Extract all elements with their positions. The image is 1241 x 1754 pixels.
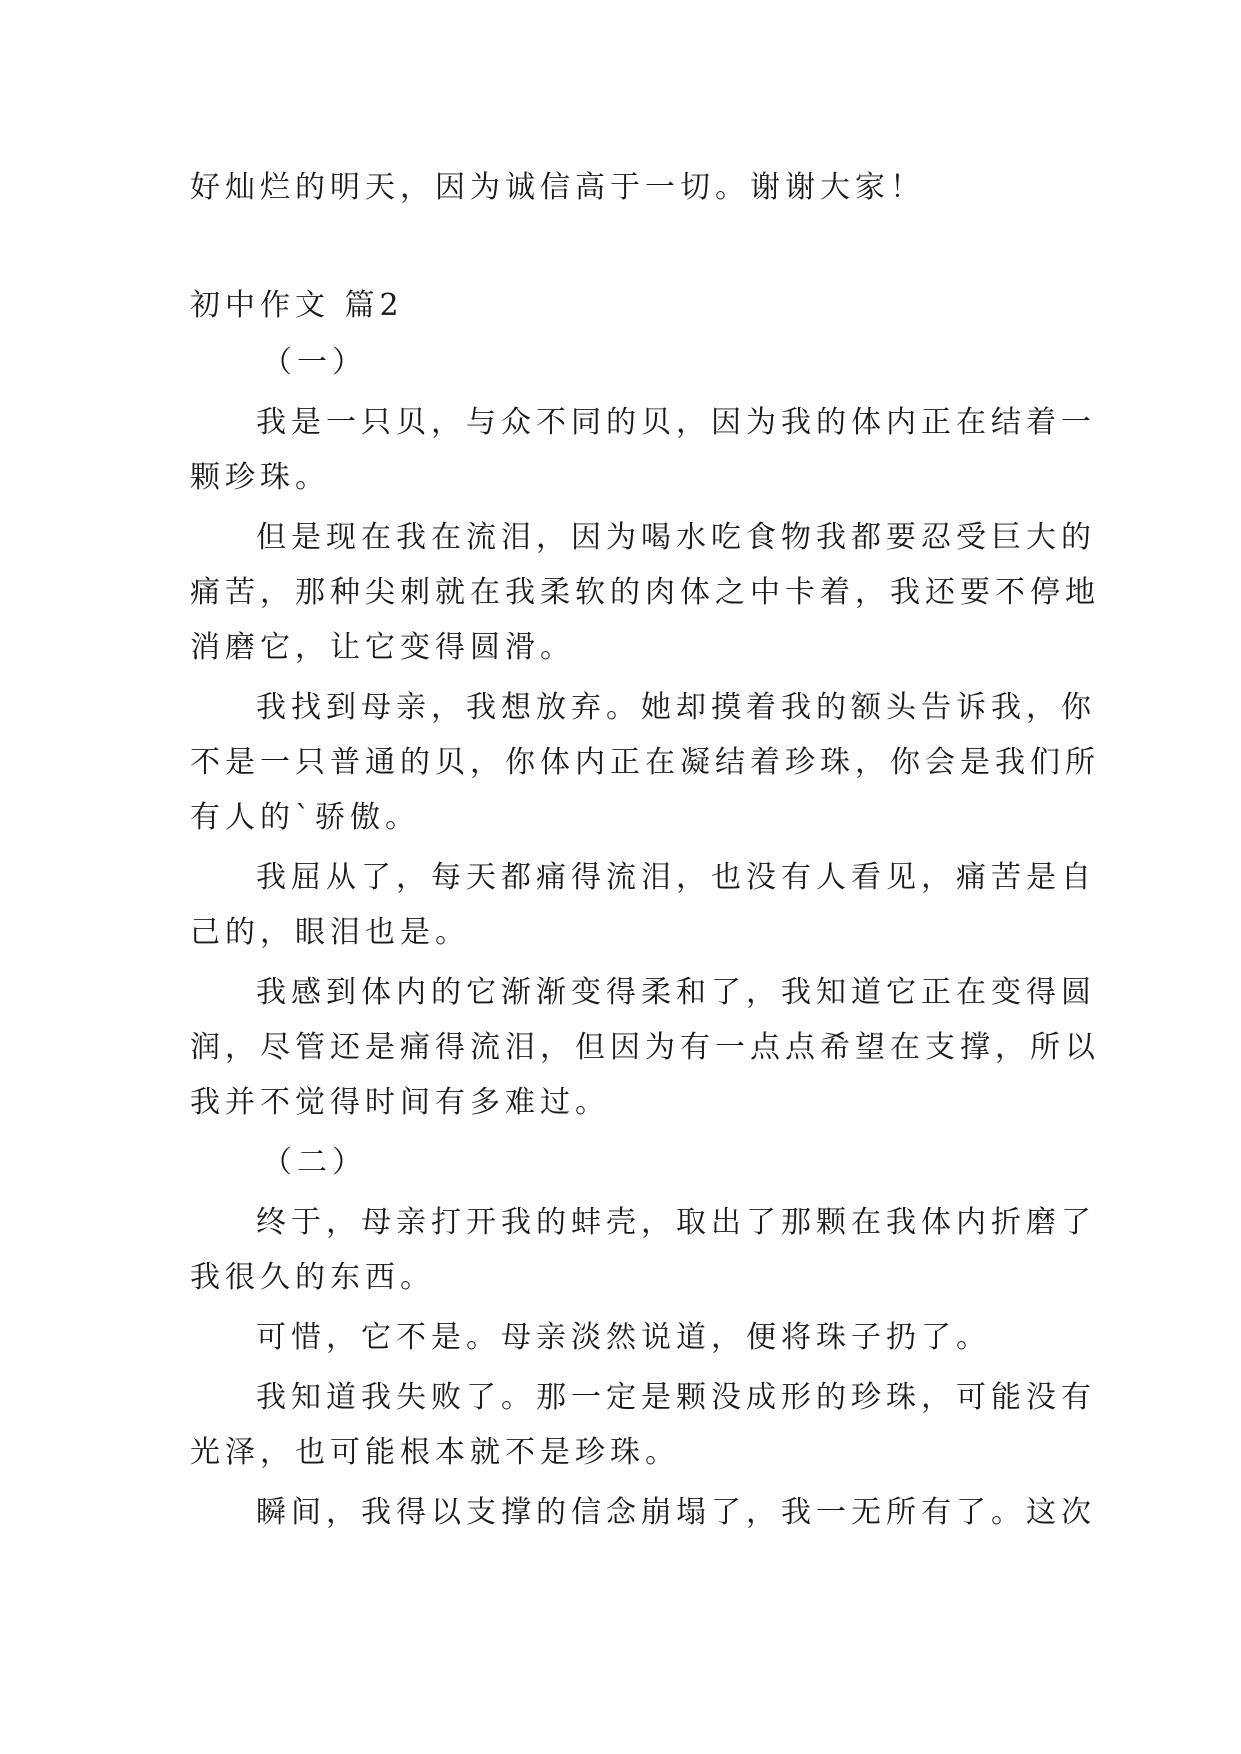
paragraph-line: 我并不觉得时间有多难过。 [190, 1085, 610, 1120]
text-line-closing: 好灿烂的明天，因为诚信高于一切。谢谢大家！ [190, 170, 925, 205]
paragraph-line: 我找到母亲，我想放弃。她却摸着我的额头告诉我，你 [256, 690, 1096, 725]
paragraph-line: 我感到体内的它渐渐变得柔和了，我知道它正在变得圆 [256, 975, 1096, 1010]
paragraph-line: 瞬间，我得以支撑的信念崩塌了，我一无所有了。这次 [256, 1495, 1096, 1530]
paragraph-line: 己的，眼泪也是。 [190, 915, 470, 950]
subsection-marker-one: （一） [262, 345, 367, 380]
subsection-marker-two: （二） [262, 1145, 367, 1180]
paragraph-line: 但是现在我在流泪，因为喝水吃食物我都要忍受巨大的 [256, 520, 1096, 555]
paragraph-line: 终于，母亲打开我的蚌壳，取出了那颗在我体内折磨了 [256, 1205, 1096, 1240]
paragraph-line: 我知道我失败了。那一定是颗没成形的珍珠，可能没有 [256, 1380, 1096, 1415]
paragraph-line: 我是一只贝，与众不同的贝，因为我的体内正在结着一 [256, 405, 1096, 440]
paragraph-line: 颗珍珠。 [190, 460, 330, 495]
paragraph-line: 可惜，它不是。母亲淡然说道，便将珠子扔了。 [256, 1320, 991, 1355]
paragraph-line: 不是一只普通的贝，你体内正在凝结着珍珠，你会是我们所 [190, 745, 1100, 780]
paragraph-line: 润，尽管还是痛得流泪，但因为有一点点希望在支撑，所以 [190, 1030, 1100, 1065]
paragraph-line: 我屈从了，每天都痛得流泪，也没有人看见，痛苦是自 [256, 860, 1096, 895]
paragraph-line: 光泽，也可能根本就不是珍珠。 [190, 1435, 680, 1470]
paragraph-line: 痛苦，那种尖刺就在我柔软的肉体之中卡着，我还要不停地 [190, 575, 1100, 610]
paragraph-line: 有人的`骄傲。 [190, 800, 420, 835]
paragraph-line: 我很久的东西。 [190, 1260, 435, 1295]
section-heading: 初中作文 篇2 [190, 288, 404, 323]
paragraph-line: 消磨它，让它变得圆滑。 [190, 630, 575, 665]
